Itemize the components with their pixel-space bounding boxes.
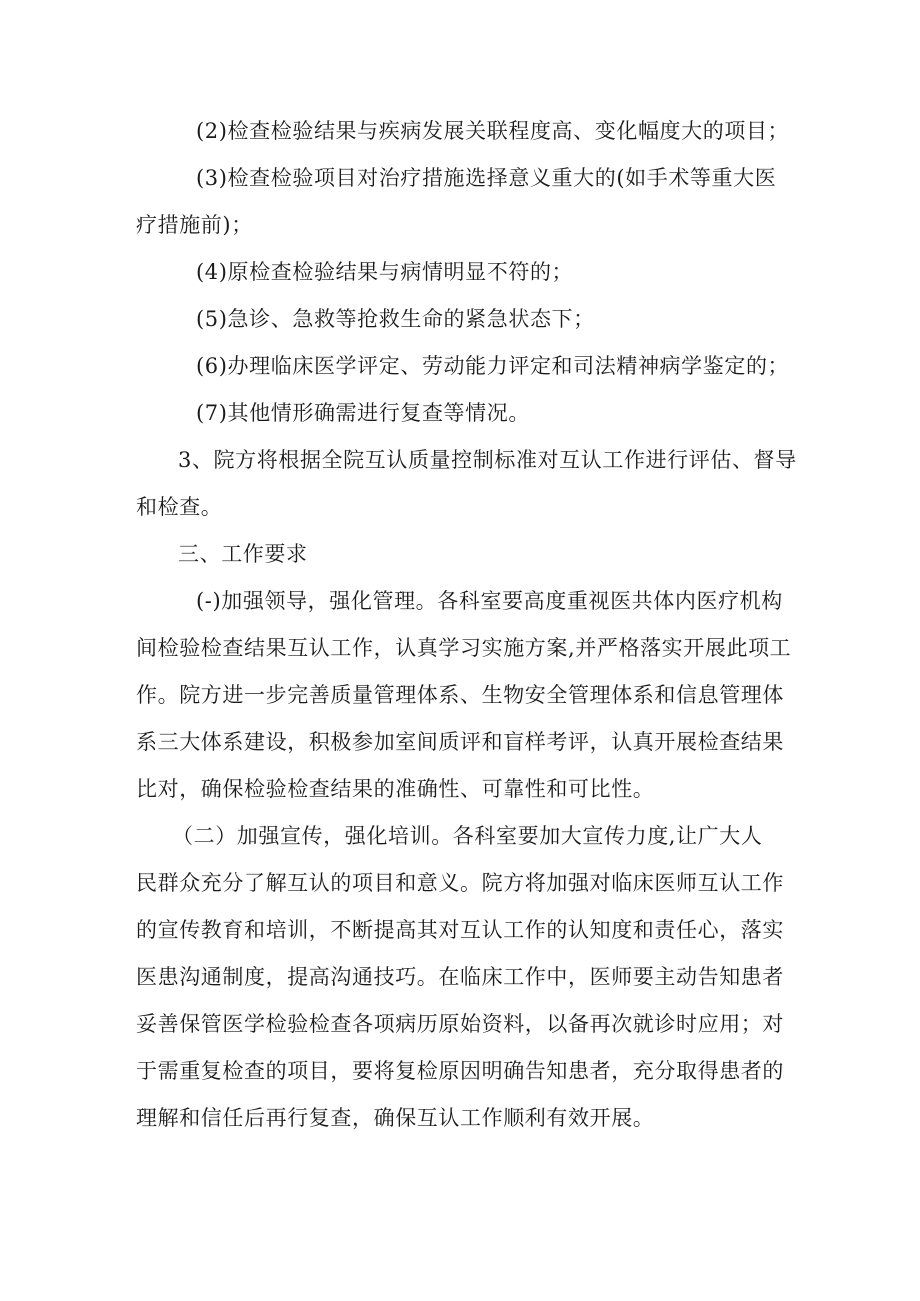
paragraph-1-line-4: 系三大体系建设，积极参加室间质评和盲样考评，认真开展检查结果 [136,730,784,754]
point-3-line-1: 3、院方将根据全院互认质量控制标准对互认工作进行评估、督导 [178,448,797,472]
section-heading: 三、工作要求 [178,542,308,566]
paragraph-2-line-5: 妥善保管医学检验检查各项病历原始资料，以备再次就诊时应用；对 [136,1012,784,1036]
paragraph-2-line-3: 的宣传教育和培训，不断提高其对互认工作的认知度和责任心，落实 [136,918,784,942]
point-3-line-2: 和检查。 [136,495,223,519]
paragraph-2-line-6: 于需重复检查的项目，要将复检原因明确告知患者，充分取得患者的 [136,1059,784,1083]
paragraph-2-line-4: 医患沟通制度，提高沟通技巧。在临床工作中，医师要主动告知患者 [136,965,784,989]
list-item-7: (7)其他情形确需进行复查等情况。 [196,401,530,425]
list-item-4: (4)原检查检验结果与病情明显不符的； [196,260,574,284]
list-item-6: (6)办理临床医学评定、劳动能力评定和司法精神病学鉴定的； [196,354,790,378]
paragraph-1-line-5: 比对，确保检验检查结果的准确性、可靠性和可比性。 [136,777,655,801]
paragraph-2-line-1: （二）加强宣传，强化培训。各科室要加大宣传力度,让广大人 [172,824,763,848]
list-item-2: (2)检查检验结果与疾病发展关联程度高、变化幅度大的项目； [196,119,790,143]
paragraph-2-line-7: 理解和信任后再行复查，确保互认工作顺利有效开展。 [136,1106,655,1130]
paragraph-2-line-2: 民群众充分了解互认的项目和意义。院方将加强对临床医师互认工作 [136,871,784,895]
document-body [136,108,796,1142]
list-item-3-line-1: (3)检查检验项目对治疗措施选择意义重大的(如手术等重大医 [196,166,777,190]
paragraph-1-line-2: 间检验检查结果互认工作，认真学习实施方案,并严格落实开展此项工 [136,636,792,660]
paragraph-1-line-3: 作。院方进一步完善质量管理体系、生物安全管理体系和信息管理体 [136,683,784,707]
paragraph-1-line-1: (-)加强领导，强化管理。各科室要高度重视医共体内医疗机构 [196,589,783,613]
list-item-5: (5)急诊、急救等抢救生命的紧急状态下； [196,307,595,331]
list-item-3-line-2: 疗措施前)； [136,213,253,237]
